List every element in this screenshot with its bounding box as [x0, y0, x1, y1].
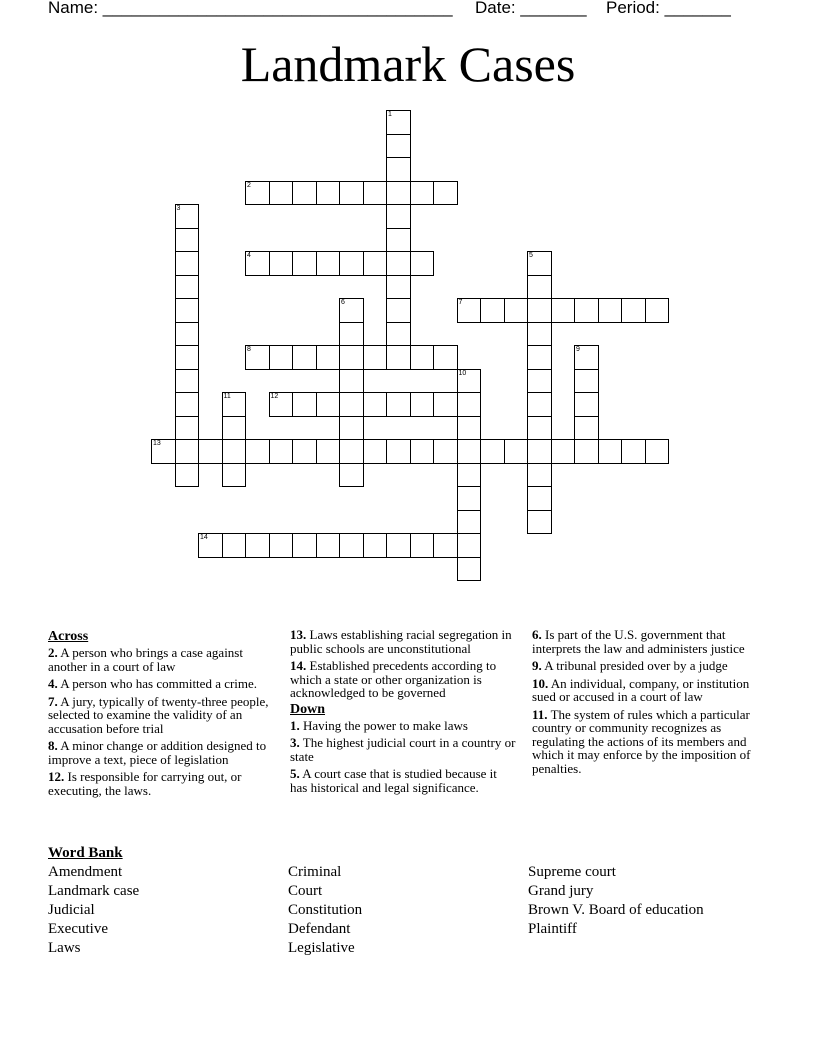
grid-cell[interactable]	[363, 533, 388, 558]
grid-cell[interactable]	[316, 345, 341, 370]
clue-text: A person who has committed a crime.	[60, 676, 258, 691]
clue-number-label: 10	[458, 369, 467, 377]
grid-cell[interactable]	[292, 392, 317, 417]
grid-cell[interactable]	[316, 392, 341, 417]
grid-cell[interactable]	[292, 345, 317, 370]
clue-number: 14.	[290, 658, 307, 673]
word-bank-item: Defendant	[288, 921, 351, 937]
grid-cell[interactable]	[339, 322, 364, 347]
clue-number: 7.	[48, 693, 58, 709]
clue-number-label: 2	[247, 181, 251, 189]
grid-cell[interactable]	[316, 181, 341, 206]
clue-across-13	[290, 628, 516, 655]
grid-cell[interactable]	[175, 251, 200, 276]
grid-cell[interactable]	[339, 463, 364, 488]
clues-column-2	[290, 628, 516, 798]
grid-cell[interactable]	[480, 439, 505, 464]
grid-cell[interactable]	[386, 110, 411, 135]
grid-cell[interactable]	[457, 439, 482, 464]
clues-column-3	[532, 628, 768, 779]
grid-cell[interactable]	[151, 439, 176, 464]
word-bank-item: Amendment	[48, 864, 123, 880]
grid-cell[interactable]	[363, 345, 388, 370]
clue-down-3	[290, 736, 516, 763]
period-field[interactable]: Period: _______	[606, 0, 731, 17]
clue-number-label: 1	[388, 111, 392, 118]
clue-number-label: 3	[176, 205, 181, 212]
clue-text: A person who brings a case against another in a court of law	[48, 645, 243, 674]
grid-cell[interactable]	[386, 181, 411, 206]
clue-across-2	[48, 646, 284, 673]
grid-cell[interactable]	[645, 298, 670, 323]
clue-text: A minor change or addition designed to improve a text, piece of legislation	[48, 738, 267, 767]
grid-cell[interactable]	[433, 439, 458, 464]
grid-cell[interactable]	[527, 510, 552, 535]
grid-cell[interactable]	[527, 416, 552, 441]
grid-cell[interactable]	[339, 533, 364, 558]
grid-cell[interactable]	[363, 251, 388, 276]
word-bank-item: Court	[288, 883, 323, 899]
grid-cell[interactable]	[292, 439, 317, 464]
grid-cell[interactable]	[245, 439, 270, 464]
word-bank-item: Grand jury	[528, 883, 594, 899]
grid-cell[interactable]	[245, 251, 270, 276]
clue-number-label: 14	[200, 534, 208, 541]
clue-text: The system of rules which a particular country or community recognizes as regulating the actions of its members and which it may enforce by the imposition of penalties.	[532, 706, 751, 776]
grid-cell[interactable]	[457, 416, 482, 441]
word-bank-item: Criminal	[288, 864, 342, 880]
grid-cell[interactable]	[175, 392, 200, 417]
clue-down-5	[290, 767, 516, 794]
grid-cell[interactable]	[198, 439, 223, 464]
grid-cell[interactable]	[433, 392, 458, 417]
across-heading: Across	[48, 629, 89, 644]
word-bank-item: Legislative	[288, 940, 355, 956]
page-title: Landmark Cases	[240, 36, 576, 92]
clue-number: 4.	[48, 676, 58, 691]
word-bank-item: Supreme court	[528, 864, 616, 880]
grid-cell[interactable]	[457, 557, 482, 582]
grid-cell[interactable]	[433, 345, 458, 370]
grid-cell[interactable]	[527, 486, 552, 511]
clue-number: 3.	[290, 735, 300, 750]
clue-number-label: 7	[458, 299, 463, 306]
word-bank-item: Laws	[48, 940, 81, 956]
grid-cell[interactable]	[504, 298, 529, 323]
grid-cell[interactable]	[339, 345, 364, 370]
clue-across-8	[48, 739, 284, 766]
grid-cell[interactable]	[480, 298, 505, 323]
grid-cell[interactable]	[363, 439, 388, 464]
clue-text: Having the power to make laws	[303, 717, 468, 733]
grid-cell[interactable]	[457, 510, 482, 535]
grid-cell[interactable]	[598, 298, 623, 323]
grid-cell[interactable]	[269, 392, 294, 417]
clue-across-7	[48, 695, 284, 736]
grid-cell[interactable]	[175, 322, 200, 347]
grid-cell[interactable]	[386, 533, 411, 558]
grid-cell[interactable]	[457, 463, 482, 488]
grid-cell[interactable]	[222, 533, 247, 558]
grid-cell[interactable]	[269, 181, 294, 206]
grid-cell[interactable]	[621, 439, 646, 464]
grid-cell[interactable]	[504, 439, 529, 464]
grid-cell[interactable]	[269, 345, 294, 370]
clue-text: A jury, typically of twenty-three people, selected to examine the validity of an accusation before trial	[48, 693, 269, 736]
clue-number: 5.	[290, 766, 300, 781]
clue-number: 2.	[48, 645, 58, 660]
grid-cell[interactable]	[457, 369, 482, 394]
clue-down-1	[290, 719, 516, 733]
grid-cell[interactable]	[386, 322, 411, 347]
grid-cell[interactable]	[527, 298, 552, 323]
word-bank-item: Judicial	[48, 902, 95, 918]
grid-cell[interactable]	[175, 228, 200, 253]
grid-cell[interactable]	[316, 251, 341, 276]
clue-number-label: 12	[270, 393, 279, 400]
clue-down-10	[532, 677, 768, 704]
grid-cell[interactable]	[245, 345, 270, 370]
grid-cell[interactable]	[457, 298, 482, 323]
date-field[interactable]: Date: _______	[475, 0, 587, 17]
grid-cell[interactable]	[339, 298, 364, 323]
grid-cell[interactable]	[527, 251, 552, 276]
clue-number-label: 5	[529, 252, 533, 259]
grid-cell[interactable]	[339, 369, 364, 394]
grid-cell[interactable]	[198, 533, 223, 558]
grid-cell[interactable]	[527, 275, 552, 300]
clue-across-4	[48, 677, 284, 691]
clue-number-label: 11	[223, 393, 231, 400]
clue-number: 8.	[48, 738, 58, 753]
grid-cell[interactable]	[292, 251, 317, 276]
clue-number: 1.	[290, 717, 300, 733]
clue-text: Is responsible for carrying out, or executing, the laws.	[48, 769, 242, 798]
name-field[interactable]: Name: _____________________________________	[48, 0, 453, 17]
clue-number-label: 9	[576, 346, 580, 353]
grid-cell[interactable]	[621, 298, 646, 323]
down-heading: Down	[290, 701, 326, 717]
grid-cell[interactable]	[175, 275, 200, 300]
clue-number: 10.	[532, 675, 549, 691]
grid-cell[interactable]	[316, 439, 341, 464]
clue-number: 6.	[532, 627, 542, 642]
clue-text: A tribunal presided over by a judge	[544, 658, 728, 673]
grid-cell[interactable]	[386, 298, 411, 323]
grid-cell[interactable]	[339, 392, 364, 417]
grid-cell[interactable]	[386, 345, 411, 370]
grid-cell[interactable]	[527, 392, 552, 417]
clue-number-label: 6	[341, 299, 345, 306]
grid-cell[interactable]	[410, 439, 435, 464]
grid-cell[interactable]	[175, 416, 200, 441]
grid-cell[interactable]	[551, 298, 576, 323]
grid-cell[interactable]	[175, 369, 200, 394]
grid-cell[interactable]	[222, 392, 247, 417]
grid-cell[interactable]	[433, 181, 458, 206]
word-bank-column-1	[48, 863, 139, 958]
grid-cell[interactable]	[574, 345, 599, 370]
word-bank-item: Executive	[48, 921, 108, 937]
grid-cell[interactable]	[527, 345, 552, 370]
clue-across-12	[48, 770, 284, 797]
clue-text: A court case that is studied because it has historical and legal significance.	[290, 766, 497, 795]
grid-cell[interactable]	[245, 181, 270, 206]
grid-cell[interactable]	[433, 533, 458, 558]
grid-cell[interactable]	[339, 251, 364, 276]
grid-cell[interactable]	[386, 275, 411, 300]
grid-cell[interactable]	[410, 251, 435, 276]
grid-cell[interactable]	[527, 463, 552, 488]
clue-number: 11.	[532, 706, 548, 722]
clue-down-9	[532, 659, 768, 673]
grid-cell[interactable]	[339, 439, 364, 464]
grid-cell[interactable]	[386, 251, 411, 276]
grid-cell[interactable]	[410, 345, 435, 370]
word-bank-column-2	[288, 863, 362, 958]
grid-cell[interactable]	[457, 533, 482, 558]
grid-cell[interactable]	[222, 463, 247, 488]
clue-number-label: 8	[247, 346, 251, 353]
word-bank-column-3	[528, 863, 704, 939]
clue-number-label: 13	[153, 440, 161, 447]
clue-text: Laws establishing racial segregation in public schools are unconstitutional	[290, 627, 512, 656]
grid-cell[interactable]	[175, 463, 200, 488]
grid-cell[interactable]	[386, 228, 411, 253]
word-bank-item: Plaintiff	[528, 921, 577, 937]
clue-across-14	[290, 659, 516, 700]
word-bank-item: Brown V. Board of education	[528, 902, 704, 918]
clue-number: 12.	[48, 769, 65, 784]
grid-cell[interactable]	[574, 416, 599, 441]
grid-cell[interactable]	[410, 181, 435, 206]
clue-number-label: 4	[247, 252, 251, 259]
grid-cell[interactable]	[269, 251, 294, 276]
clue-text: An individual, company, or institution sued or accused in a court of law	[532, 675, 750, 704]
grid-cell[interactable]	[175, 204, 200, 229]
clue-text: Established precedents according to which a state or other organization is acknowledged to be governed	[290, 658, 497, 700]
clue-down-11	[532, 708, 768, 776]
grid-cell[interactable]	[410, 533, 435, 558]
grid-cell[interactable]	[598, 439, 623, 464]
clue-number: 9.	[532, 658, 542, 673]
grid-cell[interactable]	[645, 439, 670, 464]
grid-cell[interactable]	[245, 533, 270, 558]
grid-cell[interactable]	[527, 369, 552, 394]
grid-cell[interactable]	[269, 439, 294, 464]
word-bank-title: Word Bank	[48, 845, 123, 861]
grid-cell[interactable]	[316, 533, 341, 558]
grid-cell[interactable]	[574, 439, 599, 464]
grid-cell[interactable]	[175, 345, 200, 370]
grid-cell[interactable]	[175, 439, 200, 464]
grid-cell[interactable]	[363, 181, 388, 206]
grid-cell[interactable]	[410, 392, 435, 417]
grid-cell[interactable]	[339, 416, 364, 441]
clue-text: The highest judicial court in a country or state	[290, 735, 516, 764]
grid-cell[interactable]	[527, 439, 552, 464]
grid-cell[interactable]	[551, 439, 576, 464]
grid-cell[interactable]	[222, 416, 247, 441]
grid-cell[interactable]	[527, 322, 552, 347]
grid-cell[interactable]	[457, 392, 482, 417]
grid-cell[interactable]	[386, 439, 411, 464]
grid-cell[interactable]	[175, 298, 200, 323]
word-bank-item: Landmark case	[48, 883, 140, 899]
grid-cell[interactable]	[574, 392, 599, 417]
word-bank-item: Constitution	[288, 902, 363, 918]
grid-cell[interactable]	[386, 204, 411, 229]
clues-column-1	[48, 628, 284, 801]
grid-cell[interactable]	[386, 392, 411, 417]
grid-cell[interactable]	[574, 369, 599, 394]
grid-cell[interactable]	[292, 533, 317, 558]
grid-cell[interactable]	[574, 298, 599, 323]
grid-cell[interactable]	[386, 134, 411, 159]
grid-cell[interactable]	[339, 181, 364, 206]
grid-cell[interactable]	[363, 392, 388, 417]
grid-cell[interactable]	[457, 486, 482, 511]
grid-cell[interactable]	[386, 157, 411, 182]
clue-number: 13.	[290, 627, 307, 642]
grid-cell[interactable]	[269, 533, 294, 558]
grid-cell[interactable]	[222, 439, 247, 464]
grid-cell[interactable]	[292, 181, 317, 206]
clue-text: Is part of the U.S. government that interprets the law and administers justice	[532, 627, 745, 656]
clue-down-6	[532, 628, 768, 655]
